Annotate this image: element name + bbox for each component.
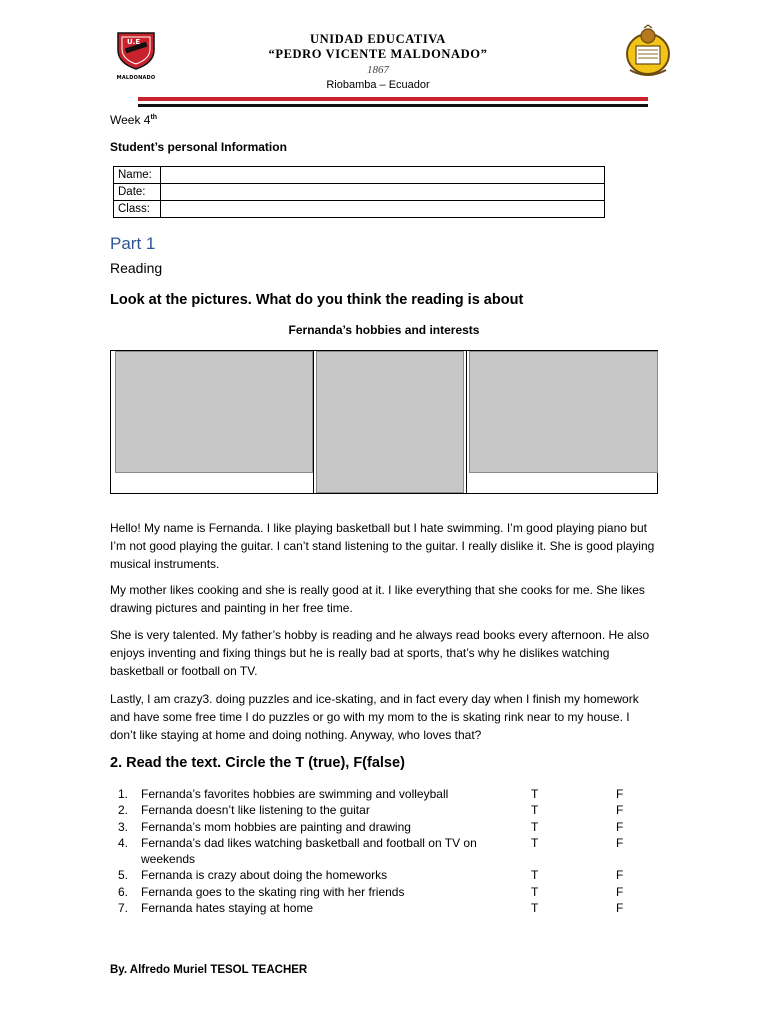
crest-icon [624, 24, 672, 78]
date-field[interactable] [161, 184, 605, 201]
school-subtitle: “PEDRO VICENTE MALDONADO” [268, 47, 488, 61]
header-stripe-red [138, 97, 648, 101]
week-suffix: th [150, 114, 158, 121]
date-label: Date: [114, 184, 161, 201]
table-row [114, 167, 605, 184]
item-statement: Fernanda doesn’t like listening to the guitar [141, 803, 370, 818]
skating-photo-placeholder [316, 351, 464, 493]
item-statement: Fernanda hates staying at home [141, 901, 314, 916]
logo-caption: MALDONADO [116, 75, 156, 81]
divider [466, 351, 467, 493]
item-number: 2. [117, 803, 128, 818]
founding-year: 1867 [367, 64, 389, 76]
true-option[interactable]: T [531, 803, 539, 818]
divider [313, 351, 314, 493]
reading-paragraph: Hello! My name is Fernanda. I like playing basketball but I hate swimming. I’m good playing piano but I’m not good playing the guitar. I can’t stand listening to the guitar. I really dislike it. She is good playing musical instruments. [110, 521, 655, 571]
author-footer: By. Alfredo Muriel TESOL TEACHER [110, 964, 308, 976]
puzzle-photo-placeholder [469, 351, 658, 473]
table-row [114, 184, 605, 201]
week-text: Week 4 [110, 113, 151, 127]
personal-info-heading: Student’s personal Information [110, 140, 287, 154]
reading-paragraph: Lastly, I am crazy3. doing puzzles and ice-skating, and in fact every day when I finish my homework and have some free time I do puzzles or go with my mom to the is skating rink near to my house. I don’t like staying at home and doing nothing. Anyway, who loves that? [110, 692, 639, 742]
item-statement: Fernanda’s mom hobbies are painting and drawing [141, 819, 411, 834]
school-name: UNIDAD EDUCATIVA [310, 32, 446, 46]
item-statement: Fernanda’s dad likes watching basketball and football on TV on weekends [141, 835, 477, 867]
item-number: 5. [117, 868, 128, 883]
school-crest-right [624, 24, 672, 78]
header-stripe-black [138, 104, 648, 107]
false-option[interactable]: F [616, 787, 624, 801]
list-item [110, 819, 658, 835]
list-item [110, 802, 658, 818]
item-statement: Fernanda is crazy about doing the homeworks [141, 868, 388, 883]
false-option[interactable]: F [616, 803, 624, 818]
item-number: 3. [117, 819, 128, 834]
false-option[interactable]: F [616, 835, 624, 850]
instruction-heading: Look at the pictures. What do you think the reading is about [110, 292, 524, 308]
true-option[interactable]: T [531, 835, 539, 850]
true-option[interactable]: T [531, 868, 539, 883]
personal-info-table [113, 166, 605, 218]
svg-text:U.E: U.E [127, 38, 141, 46]
list-item [110, 835, 658, 868]
school-city: Riobamba – Ecuador [326, 79, 430, 91]
reading-paragraph: She is very talented. My father’s hobby is reading and he always read books every afternoon. He also enjoys inventing and fixing things but he is really bad at sports, that’s why he dislikes watching basketball or football on TV. [110, 628, 650, 678]
true-option[interactable]: T [531, 787, 539, 801]
item-number: 1. [117, 787, 128, 801]
item-statement: Fernanda’s favorites hobbies are swimming and volleyball [141, 787, 449, 801]
exercise-title: 2. Read the text. Circle the T (true), F(false) [110, 755, 405, 771]
school-logo-left [114, 30, 158, 81]
false-option[interactable]: F [616, 901, 624, 916]
pictures-title: Fernanda’s hobbies and interests [288, 323, 480, 337]
shield-icon [114, 30, 158, 70]
name-field[interactable] [161, 167, 605, 184]
list-item [110, 884, 658, 900]
false-option[interactable]: F [616, 819, 624, 834]
reading-paragraph: My mother likes cooking and she is really good at it. I like everything that she cooks for me. She likes drawing pictures and painting in her free time. [110, 583, 645, 615]
pictures-panel [110, 350, 658, 494]
class-field[interactable] [161, 201, 605, 218]
class-label: Class: [114, 201, 161, 218]
list-item [110, 900, 658, 916]
item-number: 4. [117, 835, 128, 850]
name-label: Name: [114, 167, 161, 184]
false-option[interactable]: F [616, 868, 624, 883]
true-option[interactable]: T [531, 819, 539, 834]
item-number: 6. [117, 884, 128, 899]
false-option[interactable]: F [616, 884, 624, 899]
piano-photo-placeholder [115, 351, 313, 473]
part-title: Part 1 [110, 234, 156, 253]
week-label [110, 113, 157, 127]
item-number: 7. [117, 901, 128, 916]
item-statement: Fernanda goes to the skating ring with her friends [141, 884, 405, 899]
list-item [110, 867, 658, 883]
list-item [110, 786, 658, 802]
table-row [114, 201, 605, 218]
true-false-list [110, 786, 658, 916]
section-subtitle: Reading [110, 260, 163, 276]
true-option[interactable]: T [531, 901, 539, 916]
true-option[interactable]: T [531, 884, 539, 899]
